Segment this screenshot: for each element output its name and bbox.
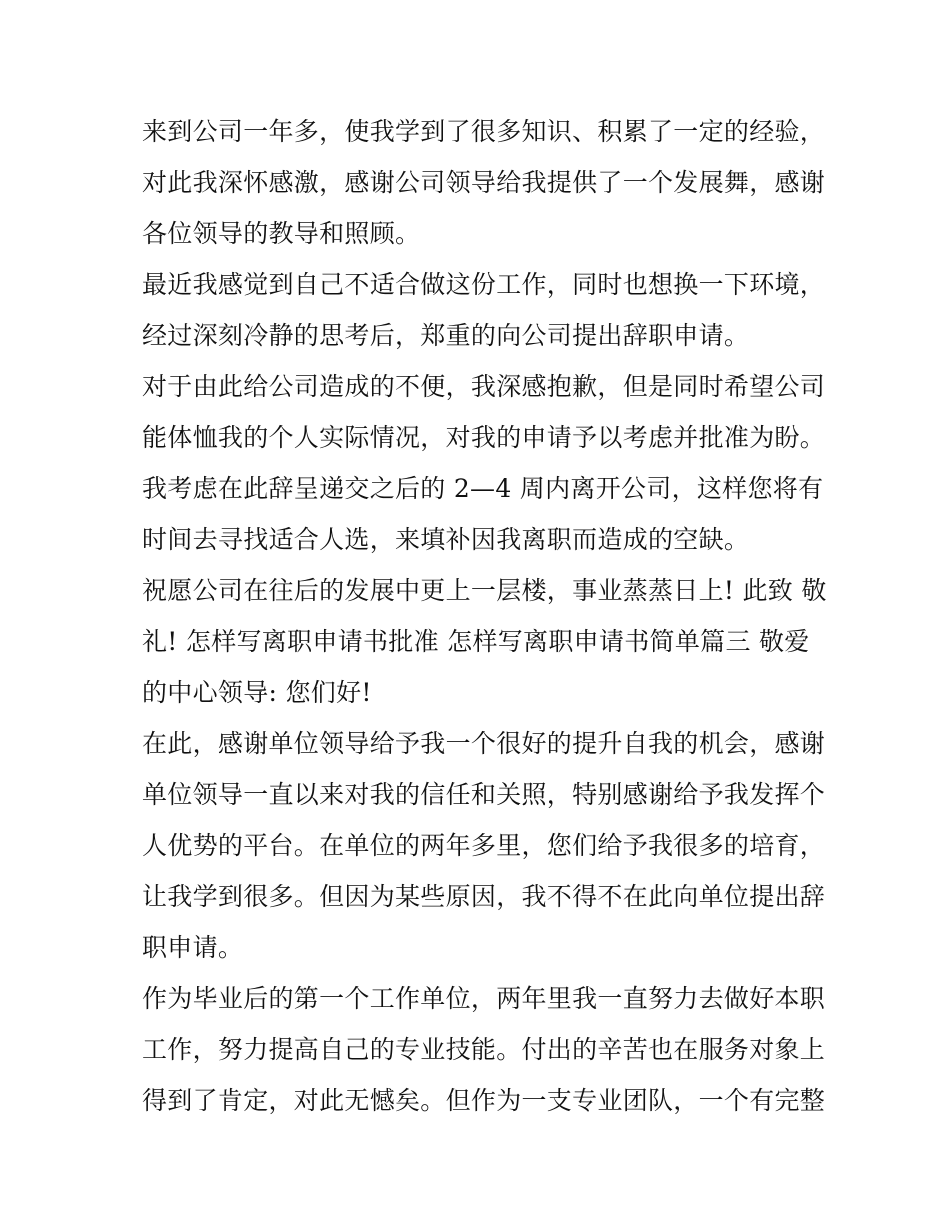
text-line: 经过深刻冷静的思考后，郑重的向公司提出辞职申请。 [142,321,750,350]
text-line: 工作，努力提高自己的专业技能。付出的辛苦也在服务对象上 [142,1035,826,1064]
document-body [142,106,827,1126]
text-line: 礼! 怎样写离职申请书批准 怎样写离职申请书简单篇三 敬爱 [142,627,810,656]
text-line: 时间去寻找适合人选，来填补因我离职而造成的空缺。 [142,525,750,554]
text-line: 得到了肯定，对此无憾矣。但作为一支专业团队，一个有完整 [142,1086,826,1115]
text-line: 作为毕业后的第一个工作单位，两年里我一直努力去做好本职 [142,984,826,1013]
text-line: 的中心领导: 您们好! [142,678,372,707]
text-line: 最近我感觉到自己不适合做这份工作，同时也想换一下环境， [142,270,826,299]
text-line: 各位领导的教导和照顾。 [142,219,421,248]
text-line: 职申请。 [142,933,244,962]
text-line: 祝愿公司在往后的发展中更上一层楼，事业蒸蒸日上! 此致 敬 [142,576,827,605]
text-line: 来到公司一年多，使我学到了很多知识、积累了一定的经验， [142,117,826,146]
text-line: 能体恤我的个人实际情况，对我的申请予以考虑并批准为盼。 [142,423,826,452]
text-line: 人优势的平台。在单位的两年多里，您们给予我很多的培育， [142,831,826,860]
text-line: 我考虑在此辞呈递交之后的 2—4 周内离开公司，这样您将有 [142,474,824,503]
text-line: 单位领导一直以来对我的信任和关照，特别感谢给予我发挥个 [142,780,826,809]
text-line: 对于由此给公司造成的不便，我深感抱歉，但是同时希望公司 [142,372,826,401]
text-line: 在此，感谢单位领导给予我一个很好的提升自我的机会，感谢 [142,729,826,758]
text-line: 让我学到很多。但因为某些原因，我不得不在此向单位提出辞 [142,882,826,911]
text-line: 对此我深怀感激，感谢公司领导给我提供了一个发展舞，感谢 [142,168,826,197]
